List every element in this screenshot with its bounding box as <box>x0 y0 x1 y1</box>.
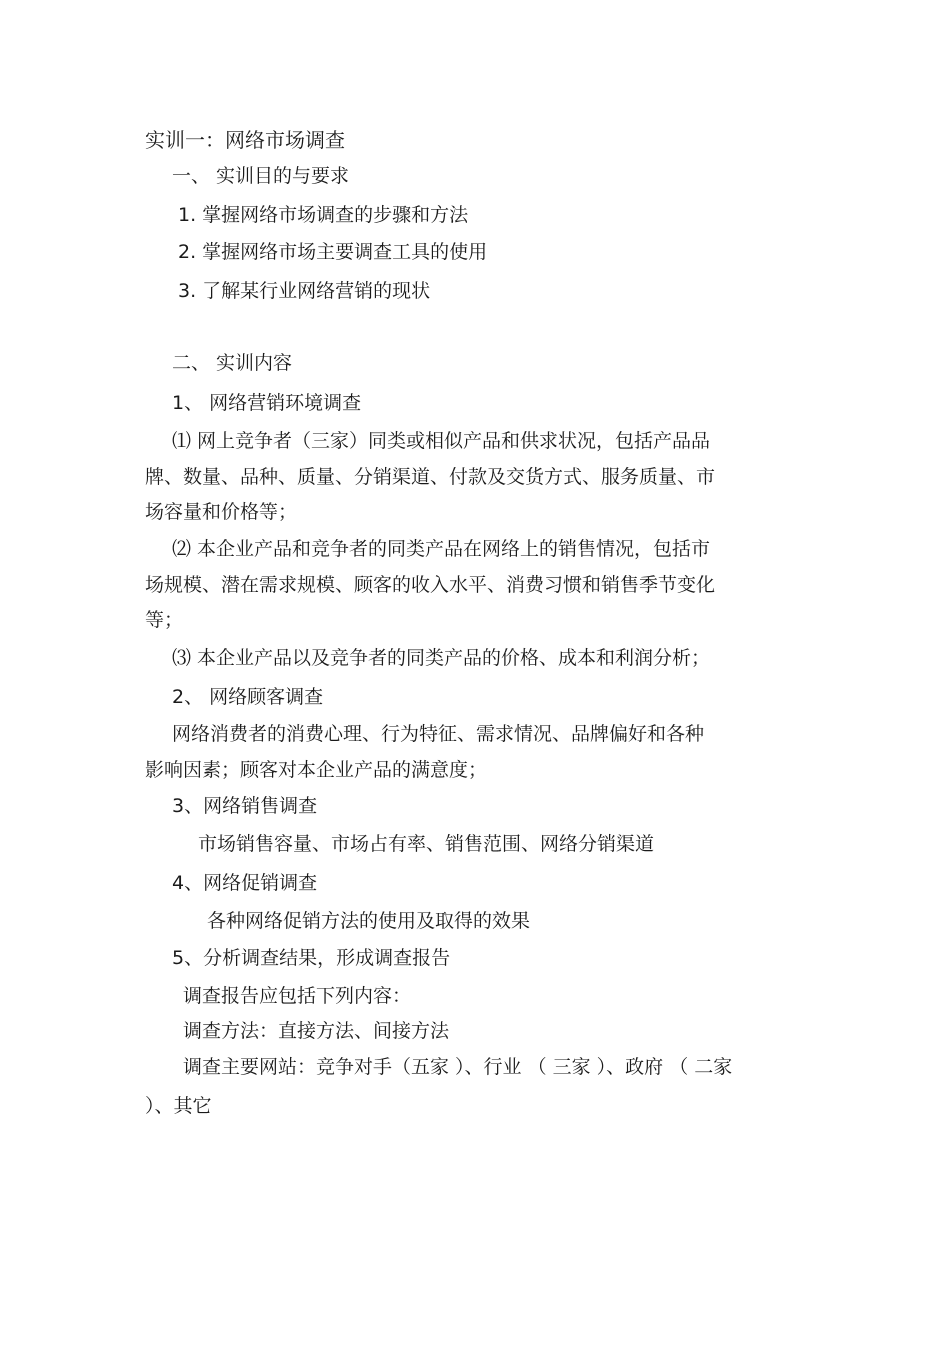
paragraph-line: 调查报告应包括下列内容： <box>183 985 412 1007</box>
subsection-heading: 2、 网络顾客调查 <box>172 686 324 708</box>
paragraph-line: 调查方法：直接方法、间接方法 <box>183 1020 450 1042</box>
subsection-heading: 4、网络促销调查 <box>172 872 318 894</box>
section-heading: 二、 实训内容 <box>172 352 293 374</box>
list-item: 1. 掌握网络市场调查的步骤和方法 <box>178 204 469 226</box>
document-title: 实训一：网络市场调查 <box>145 128 345 152</box>
subsection-heading: 1、 网络营销环境调查 <box>172 392 362 414</box>
paragraph-line: 市场销售容量、市场占有率、销售范围、网络分销渠道 <box>198 833 655 855</box>
subsection-heading: 3、网络销售调查 <box>172 795 318 817</box>
paragraph-line: 调查主要网站：竞争对手（五家 ）、行业 （ 三家 ）、政府 （ 二家 <box>183 1056 733 1078</box>
paragraph-line: 等； <box>145 609 184 631</box>
paragraph-line: ⑶ 本企业产品以及竞争者的同类产品的价格、成本和利润分析； <box>172 647 711 669</box>
paragraph-line: 各种网络促销方法的使用及取得的效果 <box>207 910 531 932</box>
paragraph-line: ⑵ 本企业产品和竞争者的同类产品在网络上的销售情况，包括市 <box>172 538 711 560</box>
paragraph-line: 场规模、潜在需求规模、顾客的收入水平、消费习惯和销售季节变化 <box>145 574 716 596</box>
paragraph-line: 影响因素；顾客对本企业产品的满意度； <box>145 759 488 781</box>
paragraph-line: ）、其它 <box>145 1095 212 1117</box>
paragraph-line: 牌、数量、品种、质量、分销渠道、付款及交货方式、服务质量、市 <box>145 466 716 488</box>
paragraph-line: 场容量和价格等； <box>145 501 298 523</box>
section-heading: 一、 实训目的与要求 <box>172 165 350 187</box>
paragraph-line: ⑴ 网上竞争者（三家）同类或相似产品和供求状况，包括产品品 <box>172 430 711 452</box>
paragraph-line: 网络消费者的消费心理、行为特征、需求情况、品牌偏好和各种 <box>172 723 705 745</box>
list-item: 3. 了解某行业网络营销的现状 <box>178 280 431 302</box>
list-item: 2. 掌握网络市场主要调查工具的使用 <box>178 241 488 263</box>
subsection-heading: 5、分析调查结果，形成调查报告 <box>172 947 451 969</box>
